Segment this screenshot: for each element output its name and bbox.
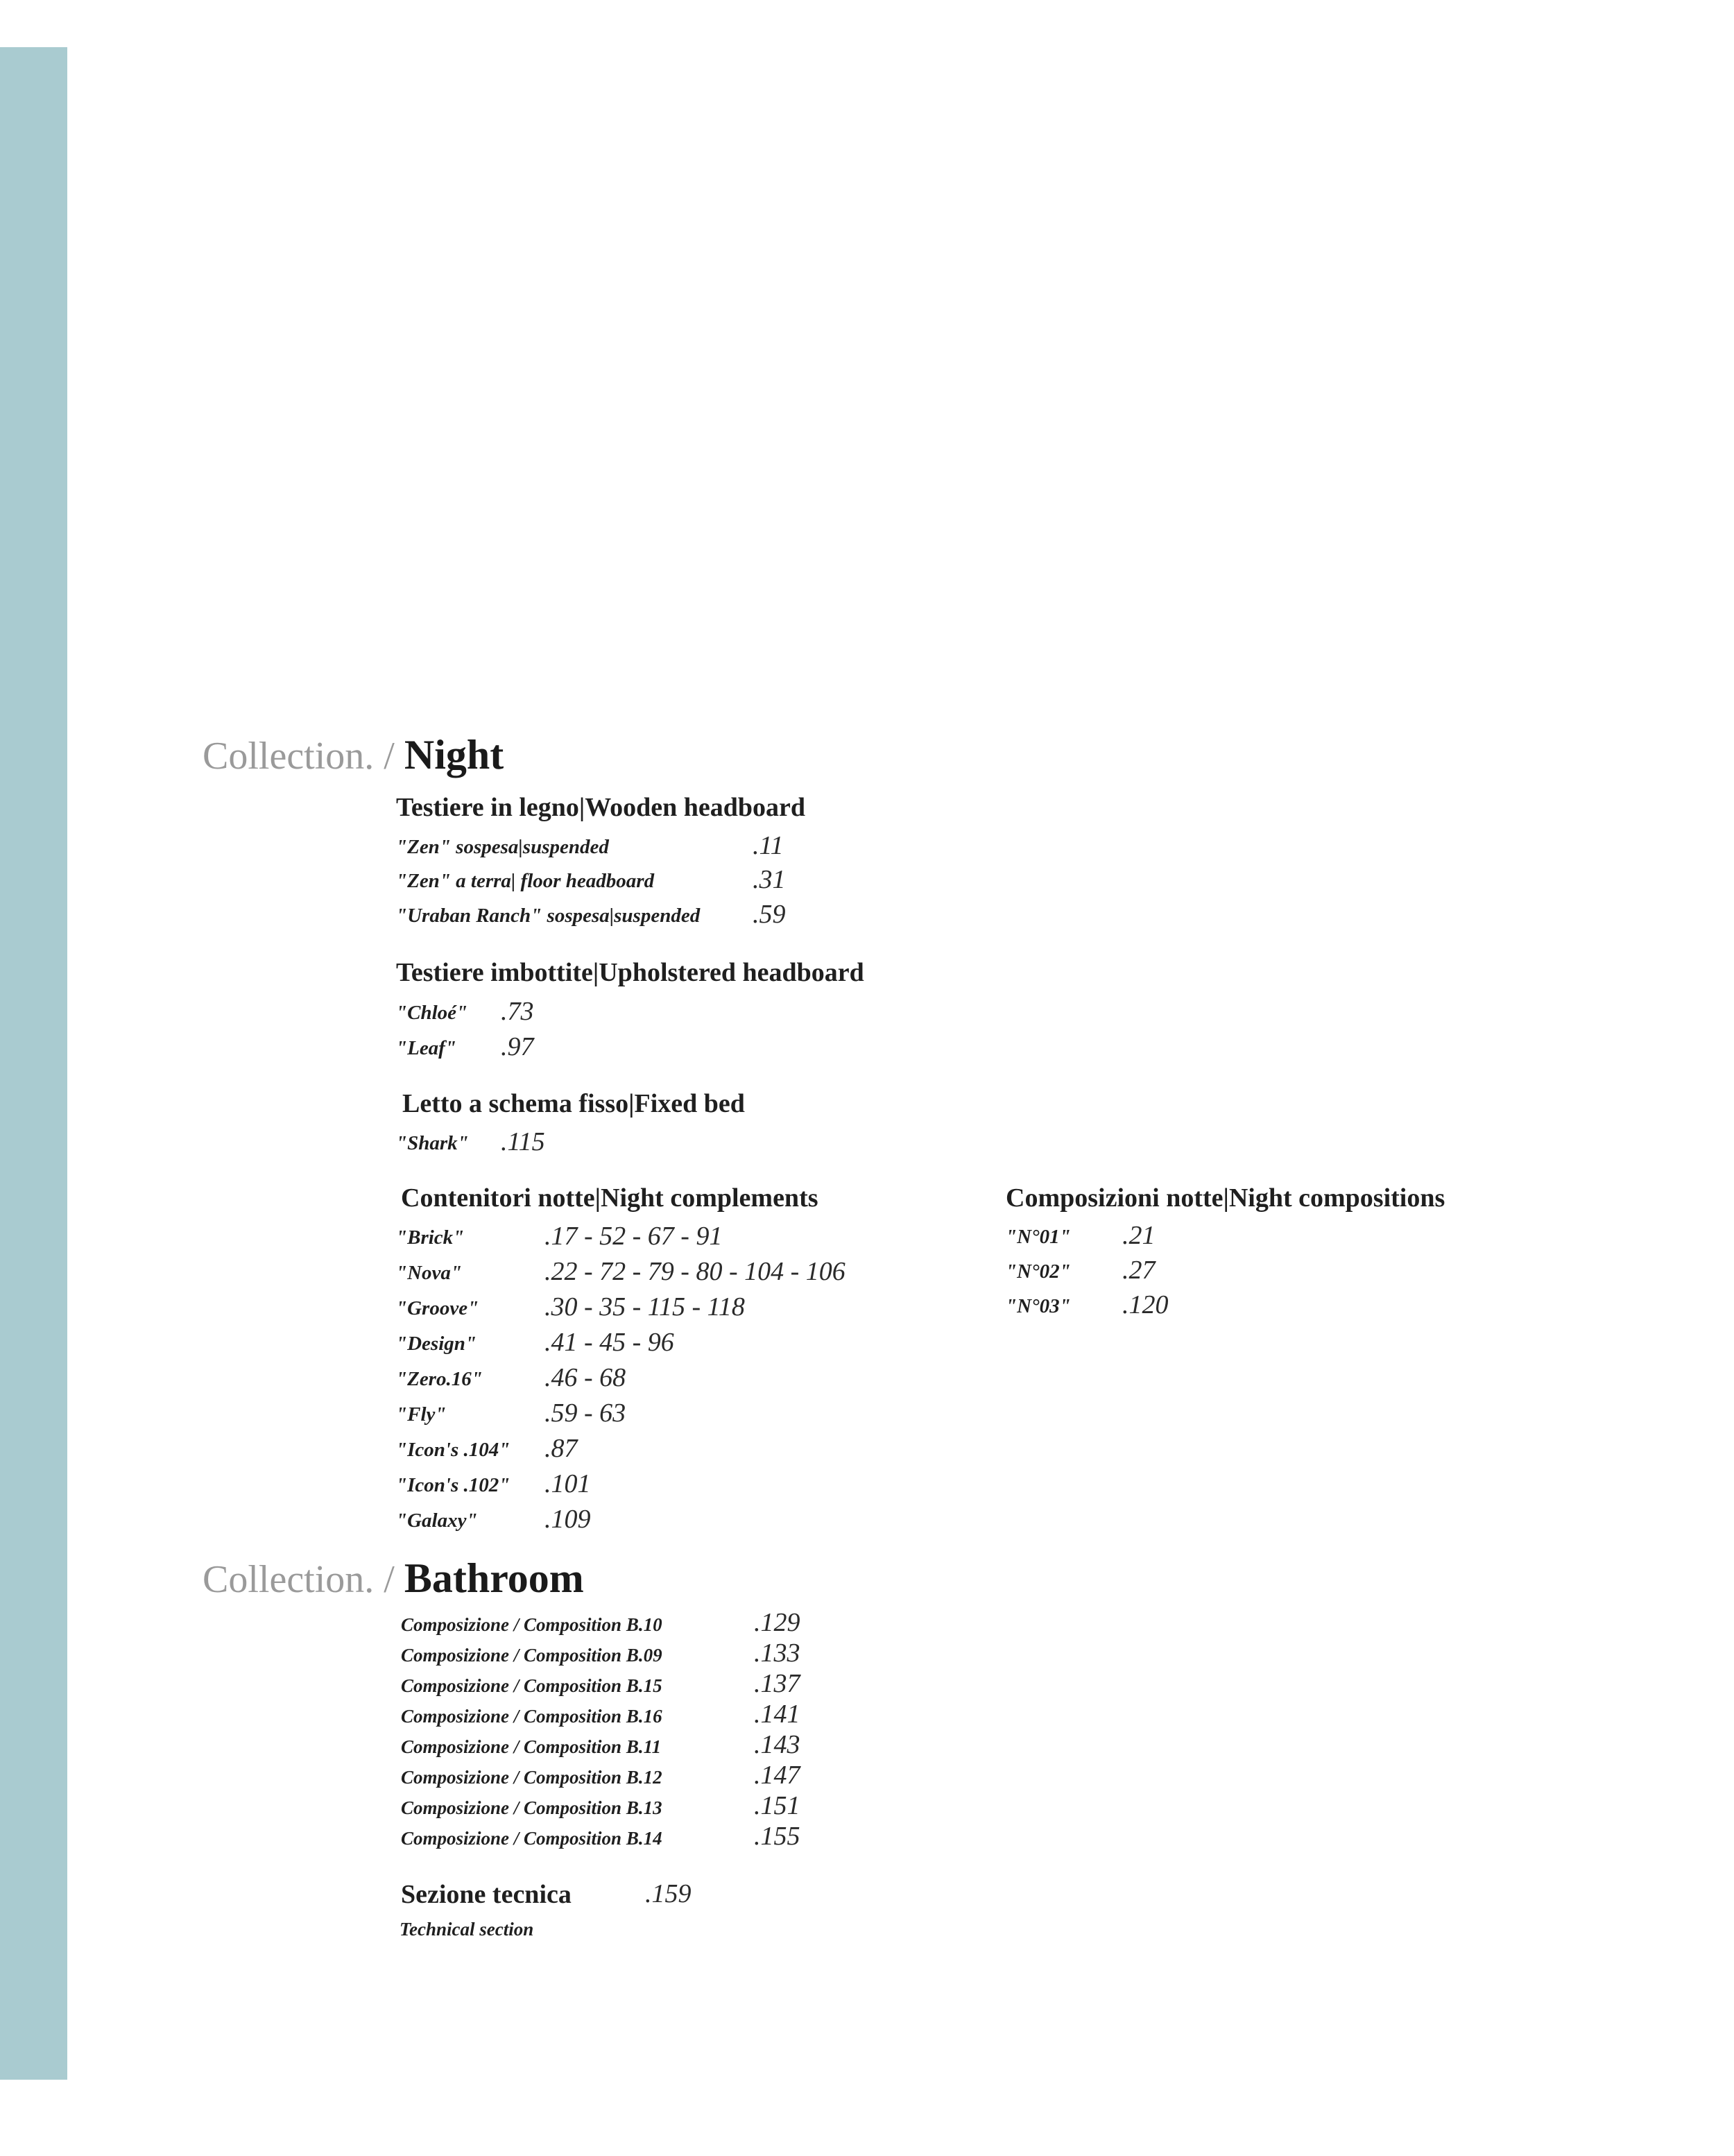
item-pages: .21 [1122, 1221, 1156, 1250]
item-pages: .30 - 35 - 115 - 118 [544, 1292, 745, 1321]
item-name: "Chloé" [396, 1002, 468, 1024]
technical-section-pages: .159 [645, 1879, 692, 1908]
technical-section-title: Sezione tecnica [401, 1880, 572, 1909]
bathroom-item-name: Composizione / Composition B.14 [401, 1828, 662, 1849]
item-name: "Shark" [396, 1132, 469, 1154]
item-pages: .120 [1122, 1290, 1169, 1319]
section-title-wooden-headboard: Testiere in legno|Wooden headboard [396, 793, 806, 822]
collection-slash: / [384, 1558, 395, 1601]
item-name: "Zen" a terra| floor headboard [396, 870, 655, 892]
bathroom-item-name: Composizione / Composition B.12 [401, 1767, 662, 1788]
item-name: "Design" [396, 1333, 477, 1355]
item-name: "Leaf" [396, 1037, 456, 1059]
technical-section-subtitle: Technical section [400, 1919, 534, 1940]
item-pages: .46 - 68 [544, 1363, 626, 1392]
section-title-night-complements: Contenitori notte|Night complements [401, 1183, 818, 1213]
item-pages: .73 [501, 997, 534, 1026]
bathroom-item-pages: .151 [754, 1791, 800, 1820]
item-pages: .17 - 52 - 67 - 91 [544, 1222, 723, 1251]
bathroom-item-pages: .133 [754, 1639, 800, 1668]
collection-prefix: Collection. [203, 1558, 375, 1601]
item-pages: .31 [753, 865, 786, 894]
bathroom-item-pages: .137 [754, 1669, 800, 1698]
item-name: "Uraban Ranch" sospesa|suspended [396, 905, 701, 927]
item-name: "Galaxy" [396, 1509, 478, 1532]
item-pages: .11 [753, 831, 784, 860]
bathroom-item-name: Composizione / Composition B.16 [401, 1706, 662, 1727]
item-name: "N°01" [1006, 1226, 1071, 1248]
item-name: "Groove" [396, 1297, 479, 1319]
item-name: "Brick" [396, 1226, 465, 1249]
bathroom-item-name: Composizione / Composition B.13 [401, 1797, 662, 1818]
bathroom-item-pages: .155 [754, 1822, 800, 1851]
bathroom-item-name: Composizione / Composition B.09 [401, 1645, 662, 1666]
item-pages: .59 [753, 900, 786, 929]
collection-name: Night [404, 732, 504, 778]
item-name: "Nova" [396, 1262, 463, 1284]
bathroom-item-name: Composizione / Composition B.11 [401, 1736, 662, 1757]
collection-slash: / [384, 735, 395, 778]
item-pages: .22 - 72 - 79 - 80 - 104 - 106 [544, 1257, 845, 1286]
section-title-night-compositions: Composizioni notte|Night compositions [1006, 1183, 1445, 1213]
item-pages: .101 [544, 1469, 591, 1498]
collection-bathroom-heading [203, 1557, 584, 1599]
item-pages: .97 [501, 1032, 534, 1061]
item-pages: .115 [501, 1127, 545, 1156]
item-name: "Zen" sospesa|suspended [396, 836, 609, 858]
item-name: "N°02" [1006, 1260, 1071, 1283]
item-pages: .109 [544, 1505, 591, 1534]
bathroom-item-pages: .141 [754, 1700, 800, 1729]
side-color-band [0, 47, 67, 2080]
item-name: "Icon's .102" [396, 1474, 510, 1496]
item-pages: .87 [544, 1434, 578, 1463]
section-title-upholstered-headboard: Testiere imbottite|Upholstered headboard [396, 958, 864, 987]
bathroom-item-name: Composizione / Composition B.15 [401, 1675, 662, 1696]
item-pages: .41 - 45 - 96 [544, 1328, 674, 1357]
item-name: "Icon's .104" [396, 1439, 510, 1461]
item-name: "Zero.16" [396, 1368, 483, 1390]
collection-name: Bathroom [404, 1555, 584, 1601]
collection-prefix: Collection. [203, 735, 375, 778]
section-title-fixed-bed: Letto a schema fisso|Fixed bed [402, 1089, 745, 1118]
item-name: "Fly" [396, 1403, 447, 1426]
bathroom-item-pages: .143 [754, 1730, 800, 1759]
item-pages: .27 [1122, 1256, 1156, 1285]
bathroom-item-name: Composizione / Composition B.10 [401, 1614, 662, 1635]
bathroom-item-pages: .129 [754, 1608, 800, 1637]
item-pages: .59 - 63 [544, 1398, 626, 1428]
bathroom-item-pages: .147 [754, 1761, 800, 1790]
item-name: "N°03" [1006, 1295, 1071, 1317]
collection-night-heading [203, 734, 504, 776]
